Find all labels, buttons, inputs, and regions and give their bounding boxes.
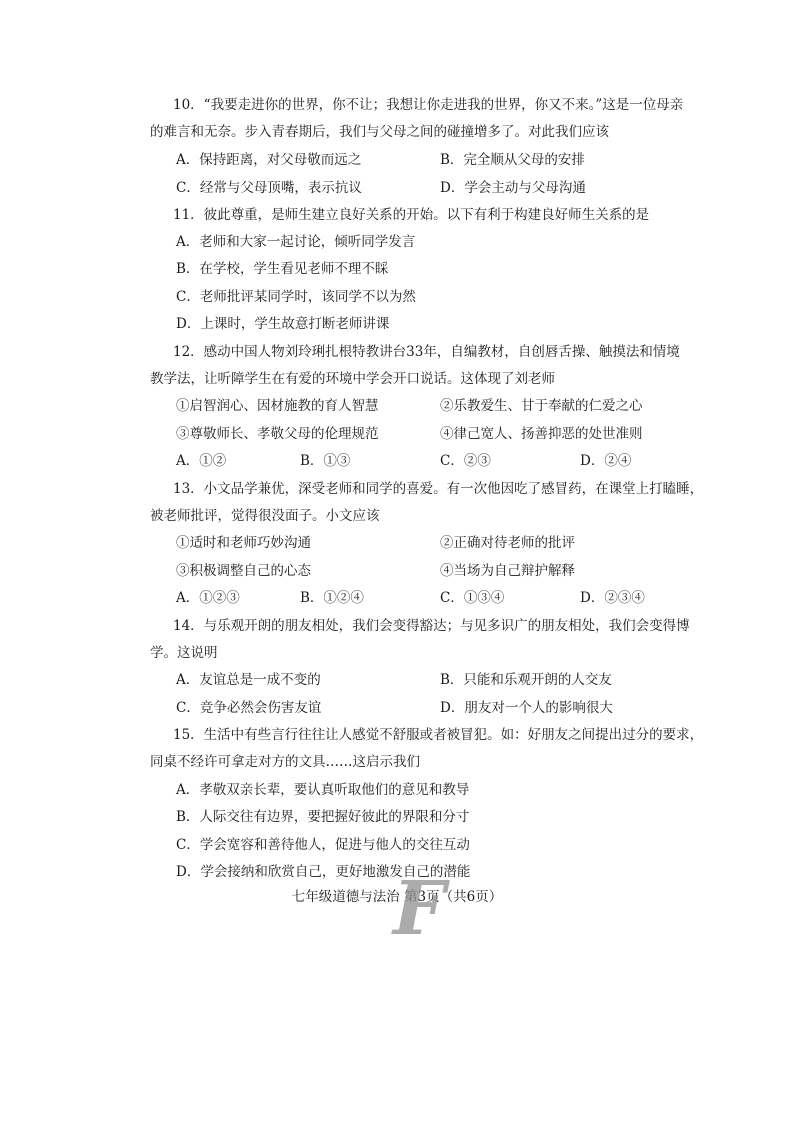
question-12-option-d: D．②④ — [580, 453, 632, 469]
question-11-option-d: D．上课时，学生故意打断老师讲课 — [176, 316, 390, 332]
question-12-stem-line-1: 12．感动中国人物刘玲琍扎根特教讲台33年，自编教材，自创唇舌操、触摸法和情境 — [173, 344, 680, 360]
question-13-statement-4: ④当场为自己辩护解释 — [440, 563, 575, 579]
question-12-option-b: B．①③ — [300, 453, 351, 469]
question-12-statement-2: ②乐教爱生、甘于奉献的仁爱之心 — [440, 398, 643, 414]
question-13-option-d: D．②③④ — [580, 590, 645, 606]
question-13-stem-line-2: 被老师批评，觉得很没面子。小文应该 — [150, 508, 380, 524]
question-13-option-a: A．①②③ — [176, 590, 240, 606]
question-11-option-c: C．老师批评某同学时，该同学不以为然 — [176, 289, 416, 305]
question-10-option-d: D．学会主动与父母沟通 — [440, 180, 586, 196]
question-15-option-d: D．学会接纳和欣赏自己，更好地激发自己的潜能 — [176, 864, 471, 880]
question-12-option-a: A．①② — [176, 453, 227, 469]
question-12-statement-1: ①启智润心、因材施教的育人智慧 — [176, 398, 379, 414]
question-14-option-a: A．友谊总是一成不变的 — [176, 672, 321, 688]
question-13-statement-3: ③积极调整自己的心态 — [176, 563, 311, 579]
page-footer: 七年级道德与法治 第3页（共6页） — [291, 889, 503, 905]
question-14-option-c: C．竞争必然会伤害友谊 — [176, 700, 322, 716]
question-14-stem-line-1: 14．与乐观开朗的朋友相处，我们会变得豁达；与见多识广的朋友相处，我们会变得博 — [173, 618, 690, 634]
question-12-statement-3: ③尊敬师长、孝敬父母的伦理规范 — [176, 426, 379, 442]
question-10-stem-line-2: 的难言和无奈。步入青春期后，我们与父母之间的碰撞增多了。对此我们应该 — [150, 124, 609, 140]
watermark-stamp: F — [393, 866, 446, 952]
question-13-option-b: B．①②④ — [300, 590, 364, 606]
question-14-option-b: B．只能和乐观开朗的人交友 — [440, 672, 612, 688]
question-10-stem-line-1: 10．“我要走进你的世界，你不让；我想让你走进我的世界，你又不来。”这是一位母亲 — [173, 97, 684, 113]
question-12-stem-line-2: 教学法，让听障学生在有爱的环境中学会开口说话。这体现了刘老师 — [150, 371, 555, 387]
question-13-statement-1: ①适时和老师巧妙沟通 — [176, 535, 311, 551]
question-12-statement-4: ④律己宽人、扬善抑恶的处世准则 — [440, 426, 643, 442]
question-13-option-c: C．①③④ — [440, 590, 505, 606]
question-15-option-c: C．学会宽容和善待他人，促进与他人的交往互动 — [176, 837, 470, 853]
question-15-stem-line-1: 15．生活中有些言行往往让人感觉不舒服或者被冒犯。如：好朋友之间提出过分的要求， — [173, 727, 704, 743]
question-13-stem-line-1: 13．小文品学兼优，深受老师和同学的喜爱。有一次他因吃了感冒药，在课堂上打瞌睡， — [173, 481, 704, 497]
question-11-option-b: B．在学校，学生看见老师不理不睬 — [176, 261, 389, 277]
question-10-option-c: C．经常与父母顶嘴，表示抗议 — [176, 180, 362, 196]
question-15-option-a: A．孝敬双亲长辈，要认真听取他们的意见和教导 — [176, 782, 470, 798]
question-14-stem-line-2: 学。这说明 — [150, 645, 218, 661]
question-12-option-c: C．②③ — [440, 453, 491, 469]
question-13-statement-2: ②正确对待老师的批评 — [440, 535, 575, 551]
question-15-stem-line-2: 同桌不经许可拿走对方的文具……这启示我们 — [150, 754, 420, 770]
question-14-option-d: D．朋友对一个人的影响很大 — [440, 700, 613, 716]
question-10-option-a: A．保持距离，对父母敬而远之 — [176, 152, 362, 168]
question-10-option-b: B．完全顺从父母的安排 — [440, 152, 585, 168]
question-15-option-b: B．人际交往有边界，要把握好彼此的界限和分寸 — [176, 809, 470, 825]
question-11-stem-line-1: 11．彼此尊重，是师生建立良好关系的开始。以下有利于构建良好师生关系的是 — [173, 207, 650, 223]
question-11-option-a: A．老师和大家一起讨论，倾听同学发言 — [176, 234, 416, 250]
